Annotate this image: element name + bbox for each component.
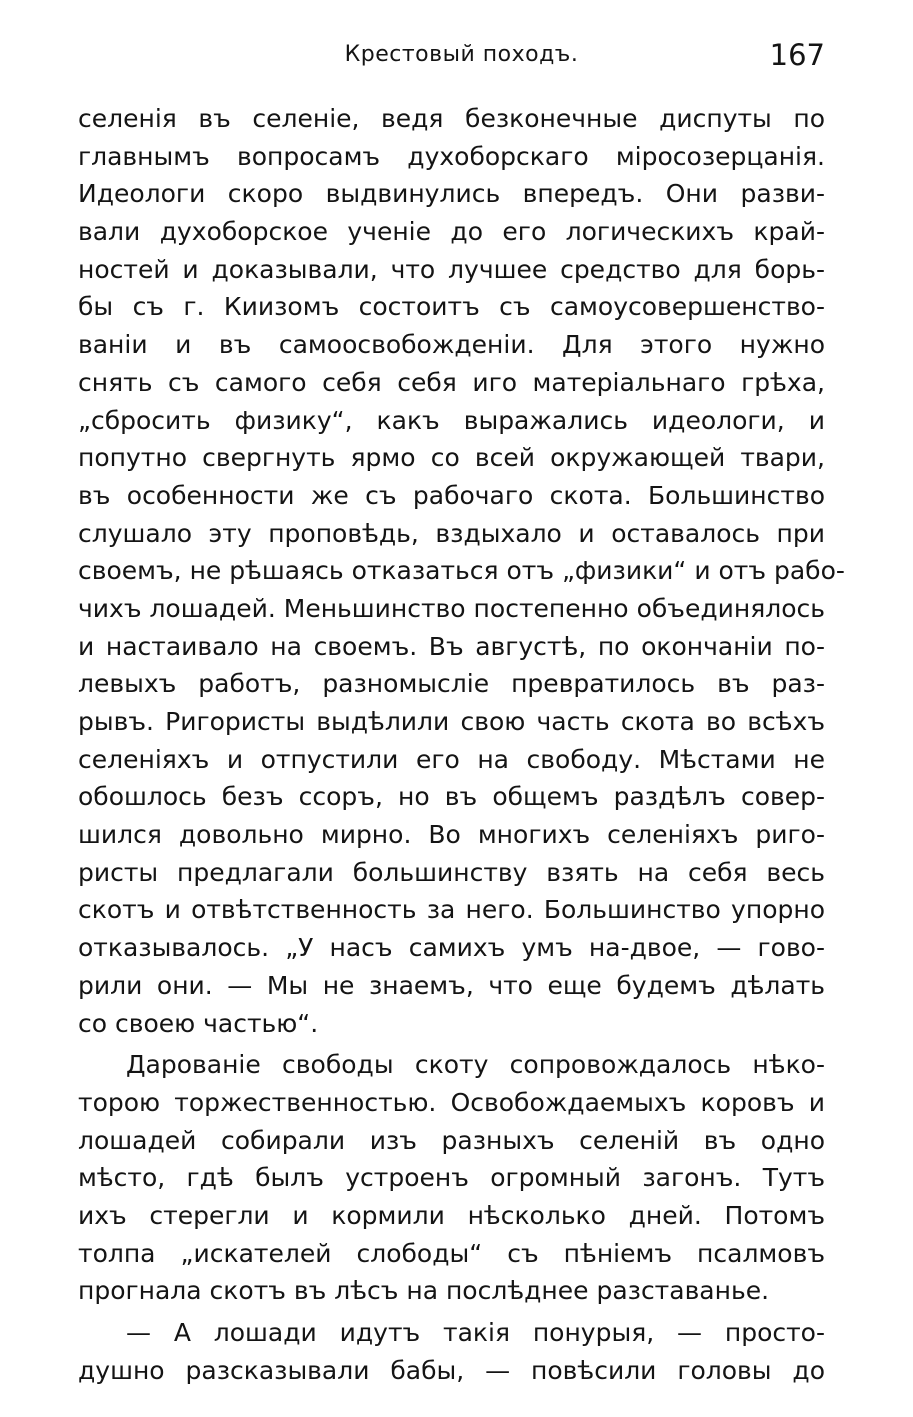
paragraph xyxy=(78,100,845,1042)
text-line: главнымъ вопросамъ духоборскаго міросозерцанія. xyxy=(78,141,825,171)
text-line: рывъ. Ригористы выдѣлили свою часть скота во всѣхъ xyxy=(78,707,825,736)
text-line: левыхъ работъ, разномысліе превратилось въ раз- xyxy=(78,669,825,699)
running-title: Крестовый походъ. xyxy=(344,42,579,67)
text-line: бы съ г. Киизомъ состоитъ съ самоусовершенство- xyxy=(78,292,825,322)
text-line: селеніяхъ и отпустили его на свободу. Мѣстами не xyxy=(78,744,825,774)
text-line: Идеологи скоро выдвинулись впередъ. Они разви- xyxy=(78,179,825,209)
text-line: прогнала скотъ въ лѣсъ на послѣднее разставанье. xyxy=(78,1276,770,1306)
text-line: вали духоборское ученіе до его логическихъ край- xyxy=(78,217,825,247)
body-text xyxy=(78,100,845,1389)
text-line: со своею частью“. xyxy=(78,1008,319,1038)
text-line: „сбросить физику“, какъ выражались идеологи, и xyxy=(78,405,825,435)
text-line: толпа „искателей слободы“ съ пѣніемъ псалмовъ xyxy=(78,1238,825,1268)
paragraph xyxy=(78,1046,825,1310)
text-line: торою торжественностью. Освобождаемыхъ коровъ и xyxy=(78,1087,825,1117)
text-line: слушало эту проповѣдь, вздыхало и оставалось при xyxy=(78,518,825,548)
page-number: 167 xyxy=(769,38,825,72)
text-line: скотъ и отвѣтственность за него. Большинство упорно xyxy=(78,895,825,925)
text-line: ристы предлагали большинству взять на себя весь xyxy=(78,857,825,887)
text-line: чихъ лошадей. Меньшинство постепенно объединялось xyxy=(78,593,825,623)
text-line: рили они. — Мы не знаемъ, что еще будемъ дѣлать xyxy=(78,970,825,1000)
text-line: селенія въ селеніе, ведя безконечные диспуты по xyxy=(78,104,825,133)
text-line: лошадей собирали изъ разныхъ селеній въ одно xyxy=(78,1125,825,1155)
text-line: снять съ самого себя себя иго матеріальнаго грѣха, xyxy=(78,367,825,397)
text-line: — А лошади идутъ такія понурыя, — просто- xyxy=(126,1318,825,1347)
paragraph xyxy=(78,1314,825,1389)
text-line: шился довольно мирно. Во многихъ селеніяхъ риго- xyxy=(78,820,825,850)
text-line: своемъ, не рѣшаясь отказаться отъ „физики“ и отъ рабо- xyxy=(78,556,845,586)
text-line: обошлось безъ ссоръ, но въ общемъ раздѣлъ совер- xyxy=(78,782,825,812)
text-line: отказывалось. „У насъ самихъ умъ на-двое, — гово- xyxy=(78,933,825,963)
text-line: въ особенности же съ рабочаго скота. Большинство xyxy=(78,480,825,510)
text-line: ваніи и въ самоосвобожденіи. Для этого нужно xyxy=(78,330,825,360)
text-line: ихъ стерегли и кормили нѣсколько дней. Потомъ xyxy=(78,1200,825,1230)
text-line: душно разсказывали бабы, — повѣсили головы до xyxy=(78,1355,825,1385)
text-line: Дарованіе свободы скоту сопровождалось нѣко- xyxy=(126,1050,825,1080)
text-line: и настаивало на своемъ. Въ августѣ, по окончаніи по- xyxy=(78,631,825,661)
text-line: попутно свергнуть ярмо со всей окружающей твари, xyxy=(78,443,825,473)
text-line: мѣсто, гдѣ былъ устроенъ огромный загонъ. Тутъ xyxy=(78,1163,825,1193)
text-line: ностей и доказывали, что лучшее средство для борь- xyxy=(78,254,825,284)
page-header xyxy=(78,34,825,84)
